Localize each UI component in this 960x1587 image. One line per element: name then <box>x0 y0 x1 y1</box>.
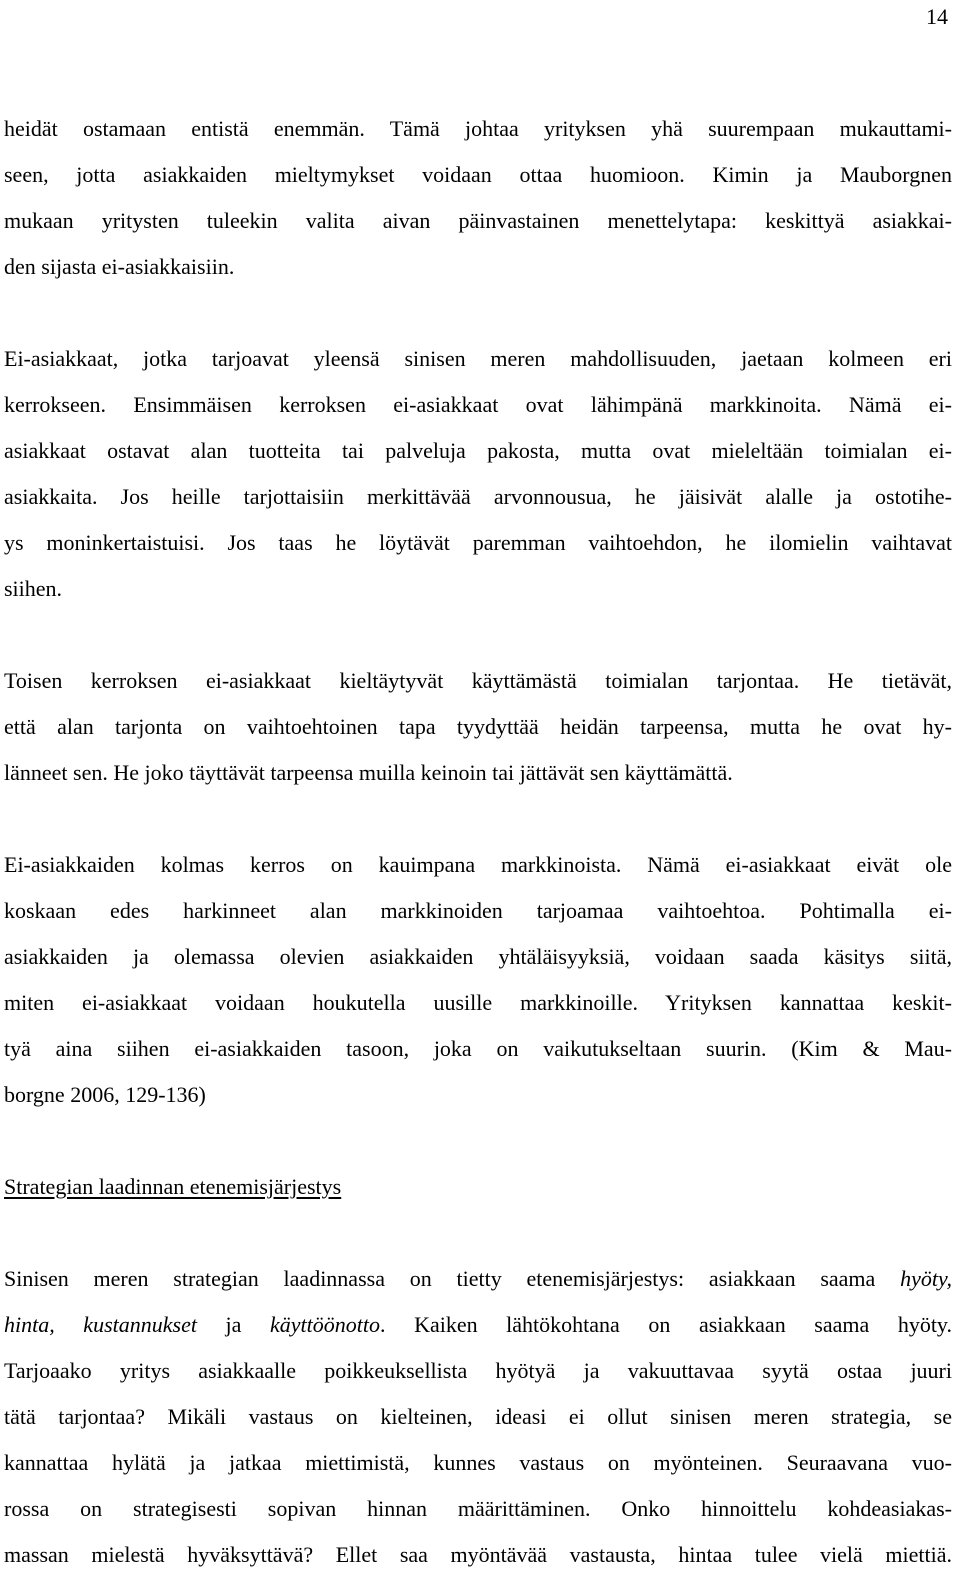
text-line: asiakkaita. Jos heille tarjottaisiin merkittävää arvonnousua, he jäisivät alalle ja ostotihe- <box>4 484 952 509</box>
paragraph-gap <box>4 1118 952 1164</box>
text-line: mukaan yritysten tuleekin valita aivan päinvastainen menettelytapa: keskittyä asiakkai- <box>4 208 952 233</box>
text-line: ys moninkertaistuisi. Jos taas he löytävät paremman vaihtoehdon, he ilomielin vaihtavat <box>4 530 952 555</box>
text-line: Ei-asiakkaat, jotka tarjoavat yleensä sinisen meren mahdollisuuden, jaetaan kolmeen eri <box>4 346 952 371</box>
paragraph-3 <box>4 658 952 796</box>
text-line: Tarjoaako yritys asiakkaalle poikkeuksellista hyötyä ja vakuuttavaa syytä ostaa juuri <box>4 1358 952 1383</box>
text-line <box>4 1302 952 1348</box>
section-heading <box>4 1164 952 1210</box>
paragraph-5 <box>4 1256 952 1578</box>
text-line: tätä tarjontaa? Mikäli vastaus on kielteinen, ideasi ei ollut sinisen meren strategia, se <box>4 1404 952 1429</box>
text-line <box>4 1256 952 1302</box>
text-line: että alan tarjonta on vaihtoehtoinen tapa tyydyttää heidän tarpeensa, mutta he ovat hy- <box>4 714 952 739</box>
text-run: Sinisen meren strategian laadinnassa on tietty etenemisjärjestys: asiakkaan saama <box>4 1266 901 1291</box>
text-line: siihen. <box>4 576 63 601</box>
paragraph-gap <box>4 612 952 658</box>
text-line: miten ei-asiakkaat voidaan houkutella uusille markkinoille. Yrityksen kannattaa keskit- <box>4 990 952 1015</box>
text-line: asiakkaat ostavat alan tuotteita tai palveluja pakosta, mutta ovat mieleltään toimialan ei- <box>4 438 952 463</box>
page-number: 14 <box>926 4 948 29</box>
text-run: ja <box>196 1312 270 1337</box>
paragraph-gap <box>4 290 952 336</box>
text-line: heidät ostamaan entistä enemmän. Tämä johtaa yrityksen yhä suurempaan mukauttami- <box>4 116 952 141</box>
italic-term: hinta, kustannukset <box>4 1312 197 1337</box>
italic-term: käyttöönotto <box>270 1312 380 1337</box>
text-line: Ei-asiakkaiden kolmas kerros on kauimpana markkinoista. Nämä ei-asiakkaat eivät ole <box>4 852 952 877</box>
section-heading-text: Strategian laadinnan etenemisjärjestys <box>4 1174 342 1199</box>
text-line: seen, jotta asiakkaiden mieltymykset voidaan ottaa huomioon. Kimin ja Mauborgnen <box>4 162 952 187</box>
text-line: den sijasta ei-asiakkaisiin. <box>4 254 235 279</box>
text-line: asiakkaiden ja olemassa olevien asiakkaiden yhtäläisyyksiä, voidaan saada käsitys siitä, <box>4 944 952 969</box>
paragraph-1 <box>4 106 952 290</box>
text-line: länneet sen. He joko täyttävät tarpeensa muilla keinoin tai jättävät sen käyttämättä. <box>4 760 733 785</box>
text-run: . Kaiken lähtökohtana on asiakkaan saama hyöty. <box>379 1312 952 1337</box>
paragraph-gap <box>4 1210 952 1256</box>
text-line: kerrokseen. Ensimmäisen kerroksen ei-asiakkaat ovat lähimpänä markkinoita. Nämä ei- <box>4 392 952 417</box>
text-line: massan mielestä hyväksyttävä? Ellet saa myöntävää vastausta, hintaa tulee vielä miettiä. <box>4 1542 952 1567</box>
text-line: rossa on strategisesti sopivan hinnan määrittäminen. Onko hinnoittelu kohdeasiakas- <box>4 1496 952 1521</box>
text-line: tyä aina siihen ei-asiakkaiden tasoon, joka on vaikutukseltaan suurin. (Kim & Mau- <box>4 1036 952 1061</box>
paragraph-gap <box>4 796 952 842</box>
paragraph-4 <box>4 842 952 1118</box>
text-line: kannattaa hylätä ja jatkaa miettimistä, kunnes vastaus on myönteinen. Seuraavana vuo- <box>4 1450 952 1475</box>
text-line: borgne 2006, 129-136) <box>4 1082 206 1107</box>
text-line: koskaan edes harkinneet alan markkinoiden tarjoamaa vaihtoehtoa. Pohtimalla ei- <box>4 898 952 923</box>
paragraph-2 <box>4 336 952 612</box>
text-line: Toisen kerroksen ei-asiakkaat kieltäytyvät käyttämästä toimialan tarjontaa. He tietävät, <box>4 668 952 693</box>
document-body <box>4 106 952 1578</box>
italic-term: hyöty, <box>900 1266 952 1291</box>
